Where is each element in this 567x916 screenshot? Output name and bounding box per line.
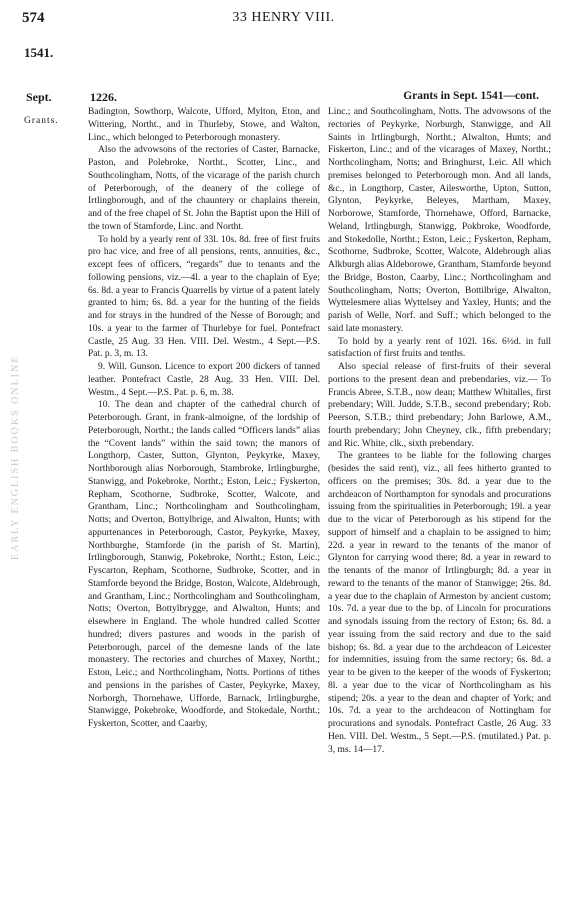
- margin-year: 1541.: [24, 45, 54, 60]
- running-title: 33 HENRY VIII.: [232, 10, 335, 25]
- right-paragraph-4: The grantees to be liable for the following charges (besides the said rent), viz., all fees hitherto granted to officers on the premises; 30s. 8d. a year due to the archdeacon of Northampton for synodals and procurations issuing from the spiritualities in Peterborough; 19l. a year due to the vicar of Peterborough as his stipend for the support of himself and a chaplain to be assigned to him; 22d. a year in reward to the tenants of the manor of Glynton for carrying wood there; 8d. a year in reward to the tenants of the manor of Irtlingburgh; 8d. a year in reward to the tenants of the manor of Stanwigge; 26s. 8d. a year due to the chaplain of Armeston by ancient custom; 10s. 7d. a year due to the bp. of Lincoln for procurations and synodals issuing from the rectory of Eston; 6s. 8d. a year issuing from the said rectory and due to the said bishop; 6s. 8d. a year due to the archdeacon of Leicester for indemnities, issuing from the same rectory; 6s. 8d. a year to be given to the keeper of the woods of Fyskerton; 8l. a year due to the vicar of Northcolingham as his stipend; 20s. a year to the dean and chapter of York; and 10s. 7d. a year to the archdeacon of Nottingham for procurations and synodals. Pontefract Castle, 26 Aug. 33 Hen. VIII. Del. Westm., 5 Sept.—P.S. (mutilated.) Pat. p. 3, ms. 14—17.: [328, 451, 551, 755]
- margin-month: Sept.: [26, 90, 52, 104]
- left-paragraph-1: Badington, Sowthorp, Walcote, Ufford, Mylton, Eton, and Wittering, Northt., and in Thurleby, Stowe, and Walton, Linc., which belonged to Peterborough monastery.: [88, 107, 320, 143]
- left-paragraph-5: 10. The dean and chapter of the cathedral church of Peterborough. Grant, in frank-almoigne, of the lordship of Peterborough, Northt.; the lands called “Officers lands” alias the “Covent lands” within the said town; the manors of Longthorp, Caster, Sutton, Glynton, Peykyrke, Maxey, Northborough alias Norborough, Stambroke, Irtlingburghe, Stanwigg, and Pokebroke, Northt.; Eston, Leic.; Fyskerton, Repham, Scothorne, Sudbroke, Scotter, Walcote, and Grantham, Linc.; Northcolingham and Southcolingham, Notts; and Overton, Bottylbrige, and Alwalton, Hunts; with appurtenances in Peterborough, Castor, Peykyrke, Maxey, Northburghe, Stamforde (in the parish of St. Martin), Irtlingborough, Stanwig, Pokebroke, Northt.; Eston, Leic.; Fyscarton, Repham, Scothorne, Sudbroke, Scotter, and in Stamforde beyond the Bridge, Boston, Walcote, Aldebrough, and Grantham, Linc.; Northcolingham and Southcolingham, Notts; Overton, Bottylbrygge, and Alwalton, Hunts; and elsewhere in England. The whole hundred called Scotter hundred; divers pastures and woods in the parish of Peterborough, parcel of the demesne lands of the late monastery. The rectories and churches of Maxey, Northt.; Eston, Leic.; and Northcolingham, Notts. Portions of tithes and pensions in the parishes of Caster, Peykyrke, Maxey, Norborgh, Thornehawe, Ufforde, Barnack, Irtlingburghe, Stanwigge, Pokebroke, Woodforde, and Stokedale, Northt.; Fyskerton, Scotter, and Caarby,: [88, 400, 320, 729]
- left-paragraph-2: Also the advowsons of the rectories of Caster, Barnacke, Paston, and Polebroke, Northt., Scotter, Linc., and Southcolingham, Notts, of the vicarage of the parish church of Peterborough, of the deanery of the college of Irtlingborough, and of the chauntery or chaplains therein, and of the free chapel of St. John the Baptist upon the Hill of the town of Stamforde, Linc. and Northt.: [88, 145, 320, 232]
- watermark-left: EARLY ENGLISH BOOKS ONLINE: [10, 354, 21, 560]
- left-paragraph-4: 9. Will. Gunson. Licence to export 200 dickers of tanned leather. Pontefract Castle, 28 Aug. 33 Hen. VIII. Del. Westm., 4 Sept.—P.S. Pat. p. 6, m. 38.: [88, 362, 320, 398]
- right-paragraph-3: Also special release of first-fruits of their several portions to the present dean and prebendaries, viz.— To Francis Abree, S.T.B., now dean; Matthew Whitalles, first prebendary; Will. Judde, S.T.B., second prebendary; Rob. Peerson, S.T.B.; third prebendary; John Barlowe, A.M., fourth prebendary; John Cheyney, clk., fifth prebendary; and Ric. White, clk., sixth prebendary.: [328, 362, 551, 449]
- right-paragraph-2: To hold by a yearly rent of 102l. 16s. 6½d. in full satisfaction of first fruits and tenths.: [328, 336, 551, 360]
- page-number: 574: [22, 10, 45, 26]
- margin-section-label: Grants.: [24, 116, 59, 126]
- entry-heading: Grants in Sept. 1541—cont.: [403, 90, 539, 102]
- right-paragraph-1: Linc.; and Southcolingham, Notts. The advowsons of the rectories of Peykyrke, Norburgh, Stanwigge, and All Saints in Irtlingburgh, Northt.; Alwalton, Hunts; and Fiskerton, Linc.; and of the vicarages of Maxey, Northt.; Northcolingham, Notts; and Bringhurst, Leic. All which premises belonged to Peterborough mon. And all lands, &c., in Longthorp, Caster, Ailesworthe, Upton, Sutton, Glynton, Peykyrke, Beleyes, Martham, Maxey, Norborowe, Stamforde, Thornehawe, Offord, Barnacke, Weland, Irtlingburgh, Stanwigg, Pokbroke, Woodforde, and Stokedolle, Northt.; Eston, Leic.; Fyskerton, Repham, Scothorne, Sudbroke, Scotter, Walcote, Aldebrough alias Alkburgh alias Aldeborowe, Grantham, Stamforde beyond the Bridge, Boston, Caarby, Linc.; Northcolingham and Southcolingham, Notts; Overton, Bottilbrige, Alwalton, Wyttelesmere alias Wyttelsey and Yaxley, Hunts; and the parish of Welle, Norf. and Suff.; which belonged to the said late monastery.: [328, 107, 551, 334]
- left-paragraph-3: To hold by a yearly rent of 33l. 10s. 8d. free of first fruits pro hac vice, and free of all pensions, rents, annuities, &c., except fees of officers, “regards” due to tenants and the following pensions, viz.—4l. a year to the chaplain of Eye; 6s. 8d. a year to Francis Quarrells by virtue of a patent lately granted to him; 6s. 8d. a year for the hunting of the fields and for strays in the hundred of the Nesse of Borough; and 10s. a year to the farmer of Thurlebye for fuel. Pontefract Castle, 25 Aug. 33 Hen. VIII. Del. Westm., 4 Sept.—P.S. Pat. p. 3, m. 13.: [88, 234, 320, 360]
- right-text-column: [328, 106, 551, 906]
- left-text-column: [88, 106, 320, 906]
- entry-number: 1226.: [90, 90, 117, 104]
